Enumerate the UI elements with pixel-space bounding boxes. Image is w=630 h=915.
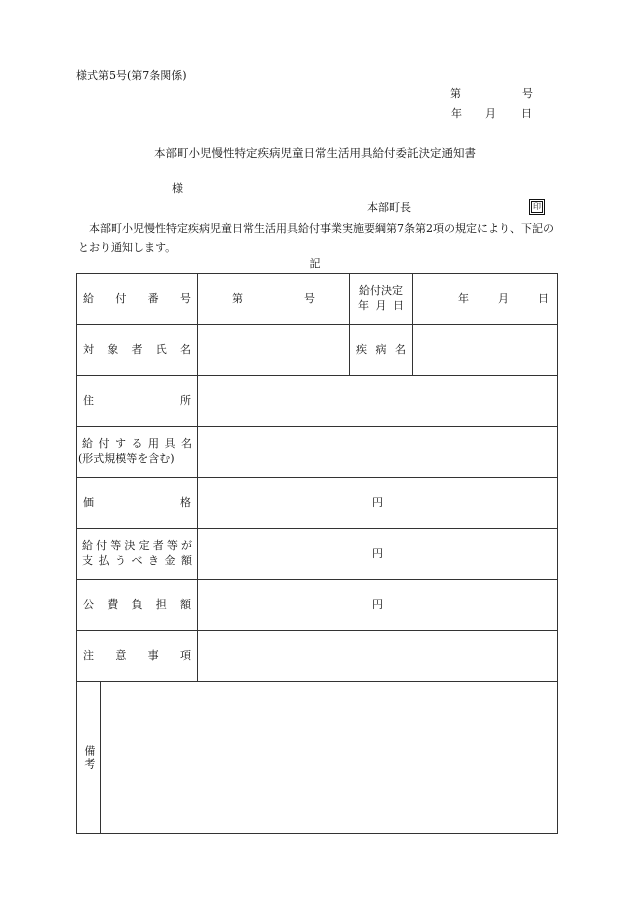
label-char: 者 (131, 342, 143, 356)
label-char: 額 (181, 554, 192, 567)
label-char: 付 (96, 539, 108, 553)
number-dai: 第 (450, 87, 461, 100)
notice-table (76, 273, 558, 834)
body-text (78, 219, 558, 257)
recipient-suffix: 様 (172, 182, 183, 195)
label-equipment-name (77, 427, 198, 478)
label-notes (77, 631, 198, 682)
number-dai-cell: 第 (232, 291, 243, 305)
date-day: 日 (521, 107, 532, 120)
body-text-content: 本部町小児慢性特定疾病児童日常生活用具給付事業実施要綱第7条第2項の規定により、下記のとおり通知します。 (78, 222, 554, 254)
label-char: 氏 (155, 342, 167, 356)
table-row-subject-name (77, 325, 558, 376)
label-char: 支 (82, 554, 93, 567)
table-row-remarks (77, 682, 558, 834)
label-disease-name (350, 325, 413, 376)
label-char: 注 (83, 648, 94, 662)
label-char: 決 (124, 539, 136, 553)
date-day-cell: 日 (538, 291, 549, 305)
label-char: 等 (110, 539, 122, 553)
remarks-label-text: 備考 (82, 744, 96, 771)
remarks-field[interactable] (101, 682, 558, 834)
public-burden-field[interactable] (198, 580, 558, 631)
date-year-cell: 年 (458, 291, 469, 305)
equipment-name-field[interactable] (198, 427, 558, 478)
label-char: 用 (148, 437, 159, 451)
label-char: 名 (180, 342, 191, 356)
label-char: す (115, 437, 126, 451)
issuer: 本部町長 (367, 201, 411, 214)
label-char: 費 (107, 597, 119, 611)
label-char: 疾 (356, 342, 367, 356)
table-row-public-burden (77, 580, 558, 631)
label-decision-date (350, 274, 413, 325)
label-char: 払 (98, 554, 110, 567)
notes-field[interactable] (198, 631, 558, 682)
label-char: 日 (393, 299, 404, 312)
date-month: 月 (485, 107, 496, 120)
table-row-benefit-number (77, 274, 558, 325)
label-char: 金 (164, 554, 176, 567)
label-char: 格 (180, 495, 191, 509)
label-char: 担 (155, 597, 167, 611)
label-address (77, 376, 198, 427)
address-field[interactable] (198, 376, 558, 427)
label-char: が (180, 539, 192, 553)
label-char: 付 (115, 291, 127, 305)
label-char: 月 (375, 299, 387, 312)
label-char: う (115, 554, 126, 567)
label-char: 価 (83, 495, 94, 509)
label-char: べ (131, 554, 143, 567)
table-row-notes (77, 631, 558, 682)
label-char: 者 (152, 539, 164, 553)
payment-amount-field[interactable] (198, 529, 558, 580)
label-char: 番 (147, 291, 159, 305)
label-remarks (77, 682, 101, 834)
yen-unit: 円 (372, 597, 383, 611)
number-go-cell: 号 (304, 291, 315, 305)
label-char: き (148, 554, 159, 567)
benefit-number-field[interactable] (198, 274, 350, 325)
table-row-payment-amount (77, 529, 558, 580)
label-char: 対 (83, 342, 94, 356)
label-char: 事 (147, 648, 159, 662)
label-char: 付 (98, 437, 110, 451)
label-char: 給 (83, 291, 94, 305)
label-char: 額 (180, 597, 191, 611)
label-char: 年 (358, 299, 369, 312)
label-char: 負 (131, 597, 143, 611)
label-price (77, 478, 198, 529)
price-field[interactable] (198, 478, 558, 529)
label-char: 住 (83, 393, 94, 407)
equipment-label-note: (形式規模等を含む) (78, 452, 175, 465)
table-row-equipment-name (77, 427, 558, 478)
date-month-cell: 月 (498, 291, 509, 305)
number-go: 号 (522, 87, 533, 100)
label-subject-name (77, 325, 198, 376)
label-benefit-number (77, 274, 198, 325)
label-char: 公 (83, 597, 94, 611)
label-char: 項 (179, 648, 191, 662)
disease-name-field[interactable] (413, 325, 558, 376)
label-char: 号 (179, 291, 191, 305)
table-row-price (77, 478, 558, 529)
label-char: 名 (395, 342, 406, 356)
label-char: 定 (138, 539, 150, 553)
table-row-address (77, 376, 558, 427)
label-char: 名 (181, 437, 192, 451)
form-number: 様式第5号(第7条関係) (76, 69, 187, 82)
document-title: 本部町小児慢性特定疾病児童日常生活用具給付委託決定通知書 (154, 146, 476, 160)
seal-text: 印 (533, 202, 541, 211)
label-char: 給 (82, 539, 93, 553)
label-char: る (131, 437, 143, 451)
label-char: 等 (166, 539, 178, 553)
yen-unit: 円 (372, 546, 383, 560)
label-char: 具 (164, 437, 176, 451)
label-public-burden (77, 580, 198, 631)
decision-label-line1: 給付決定 (359, 284, 403, 298)
label-char: 象 (107, 342, 119, 356)
label-payment-amount (77, 529, 198, 580)
label-char: 給 (82, 437, 93, 451)
label-char: 病 (375, 342, 387, 356)
seal-mark (529, 199, 545, 215)
yen-unit: 円 (372, 495, 383, 509)
subject-name-field[interactable] (198, 325, 350, 376)
date-year: 年 (451, 107, 462, 120)
label-char: 所 (180, 393, 191, 407)
decision-date-field[interactable] (413, 274, 558, 325)
ki-heading: 記 (309, 257, 321, 270)
label-char: 意 (115, 648, 127, 662)
